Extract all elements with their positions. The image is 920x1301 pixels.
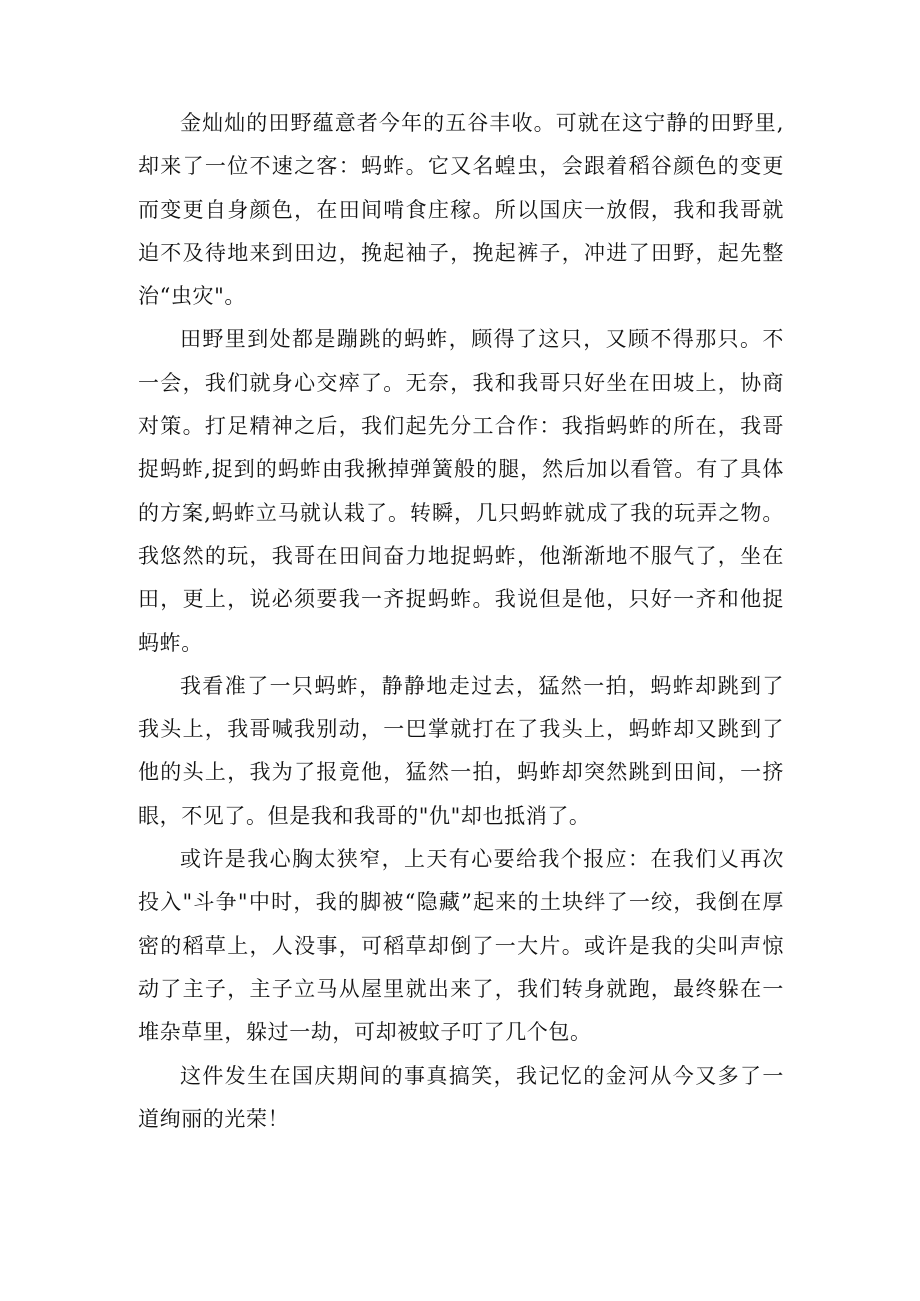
- paragraph-5: 这件发生在国庆期间的事真搞笑，我记忆的金河从今又多了一道绚丽的光荣！: [138, 1063, 784, 1131]
- essay-body: [138, 102, 784, 1141]
- paragraph-1: 金灿灿的田野蕴意者今年的五谷丰收。可就在这宁静的田野里,却来了一位不速之客：蚂蚱。它又名蝗虫，会跟着稻谷颜色的变更而变更自身颜色，在田间啃食庄稼。所以国庆一放假，我和我哥就迫不及待地来到田边，挽起袖子，挽起裤子，冲进了田野，起先整治“虫灾"。: [138, 111, 784, 309]
- paragraph-2: 田野里到处都是蹦跳的蚂蚱，顾得了这只，又顾不得那只。不一会，我们就身心交瘁了。无奈，我和我哥只好坐在田坡上，协商对策。打足精神之后，我们起先分工合作：我指蚂蚱的所在，我哥捉蚂蚱,捉到的蚂蚱由我揪掉弹簧般的腿，然后加以看管。有了具体的方案,蚂蚱立马就认栽了。转瞬，几只蚂蚱就成了我的玩弄之物。我悠然的玩，我哥在田间奋力地捉蚂蚱，他渐渐地不服气了，坐在田，更上，说必须要我一齐捉蚂蚱。我说但是他，只好一齐和他捉蚂蚱。: [138, 327, 784, 655]
- paragraph-3: 我看准了一只蚂蚱，静静地走过去，猛然一拍，蚂蚱却跳到了我头上，我哥喊我别动，一巴掌就打在了我头上，蚂蚱却又跳到了他的头上，我为了报竟他，猛然一拍，蚂蚱却突然跳到田间，一挤眼，不见了。但是我和我哥的"仇"却也抵消了。: [138, 673, 784, 828]
- paragraph-4: 或许是我心胸太狭窄，上天有心要给我个报应：在我们乂再次投入"斗争"中时，我的脚被“隐藏”起来的土块绊了一绞，我倒在厚密的稻草上，人没事，可稻草却倒了一大片。或许是我的尖叫声惊动了主子，主子立马从屋里就出来了，我们转身就跑，最终躲在一堆杂草里，躲过一劫，可却被蚊子叮了几个包。: [138, 847, 784, 1045]
